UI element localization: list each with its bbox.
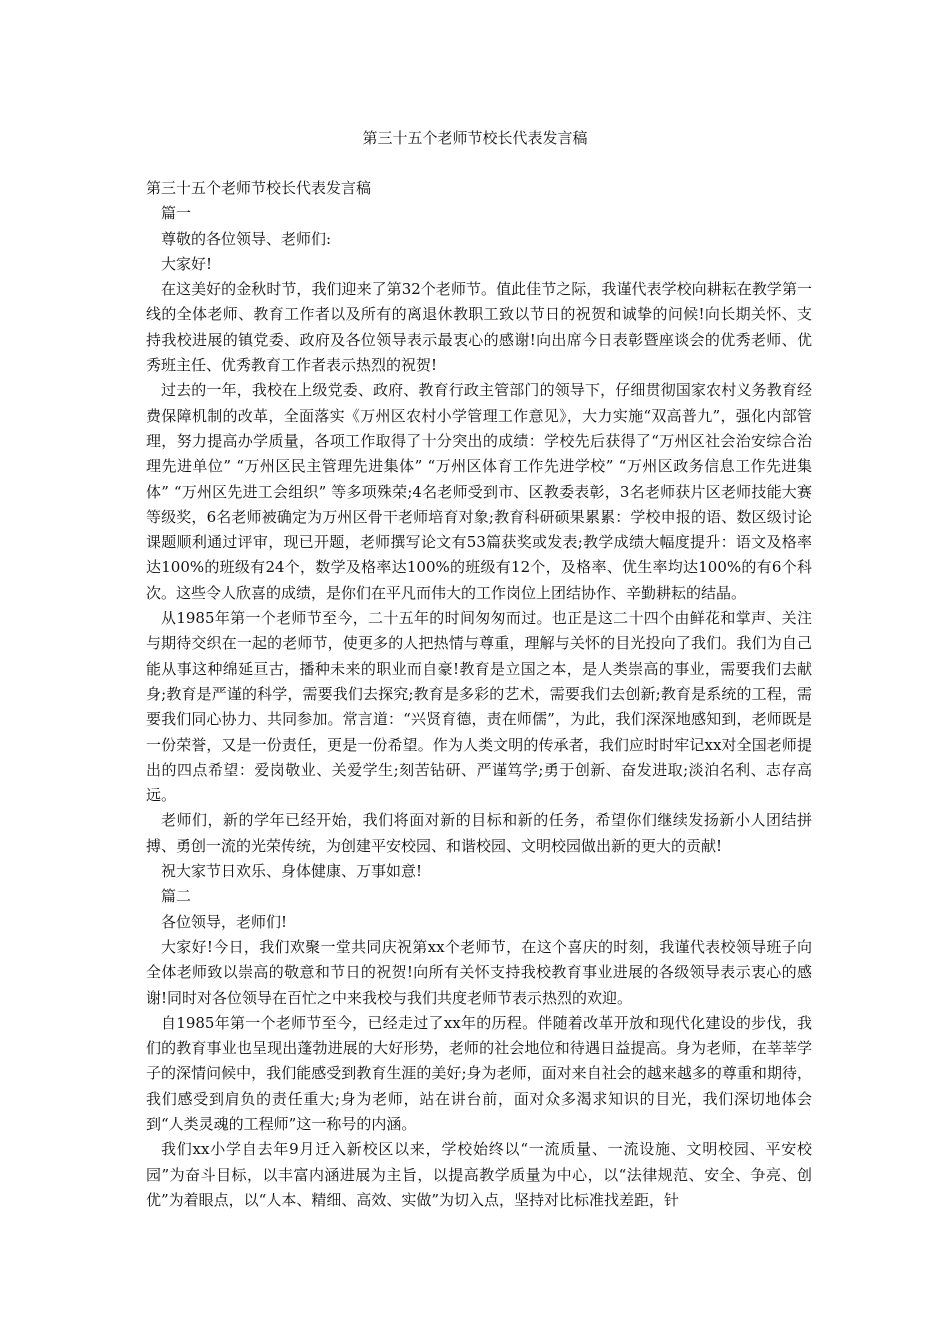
paragraph: 过去的一年，我校在上级党委、政府、教育行政主管部门的领导下，仔细贯彻国家农村义务教育经费保障机制的改革，全面落实《万州区农村小学管理工作意见》，大力实施“双高普九”，强化内部管理，努力提高办学质量，各项工作取得了十分突出的成绩：学校先后获得了“万州区社会治安综合治理先进单位” “万州区民主管理先进集体” “万州区体育工作先进学校” “万州区政务信息工作先进集体” “万州区先进工会组织” 等多项殊荣;4名老师受到市、区教委表彰，3名老师获片区老师技能大赛等级奖，6名老师被确定为万州区骨干老师培育对象;教育科研硕果累累：学校申报的语、数区级讨论课题顺利通过评审，现已开题，老师撰写论文有53篇获奖或发表;教学成绩大幅度提升：语文及格率达100%的班级有24个，数学及格率达100%的班级有12个，及格率、优生率均达100%的有6个科次。这些令人欣喜的成绩，是你们在平凡而伟大的工作岗位上团结协作、辛勤耕耘的结晶。 [146,381,812,602]
closing-wishes: 祝大家节日欢乐、身体健康、万事如意! [161,862,423,881]
document-title: 第三十五个老师节校长代表发言稿 [362,129,588,147]
salutation: 尊敬的各位领导、老师们: [161,229,332,248]
paragraph: 老师们，新的学年已经开始，我们将面对新的目标和新的任务，希望你们继续发扬新小人团结拼搏、勇创一流的光荣传统，为创建平安校园、和谐校园、文明校园做出新的更大的贡献! [146,811,812,855]
document-body [146,176,812,1213]
greeting: 大家好! [161,254,213,273]
paragraph: 自1985年第一个老师节至今，已经走过了xx年的历程。伴随着改革开放和现代化建设的步伐，我们的教育事业也呈现出蓬勃进展的大好形势，老师的社会地位和待遇日益提高。身为老师，在莘莘学子的深情问候中，我们能感受到教育生涯的美好;身为老师，面对来自社会的越来越多的尊重和期待，我们感受到肩负的责任重大;身为老师，站在讲台前，面对众多渴求知识的目光，我们深切地体会到“人类灵魂的工程师”这一称号的内涵。 [146,1013,812,1133]
section-heading-2: 篇二 [161,887,192,906]
paragraph: 在这美好的金秋时节，我们迎来了第32个老师节。值此佳节之际，我谨代表学校向耕耘在教学第一线的全体老师、教育工作者以及所有的离退休教职工致以节日的祝贺和诚挚的问候!向长期关怀、支持我校进展的镇党委、政府及各位领导表示最衷心的感谢!向出席今日表彰暨座谈会的优秀老师、优秀班主任、优秀教育工作者表示热烈的祝贺! [146,280,812,375]
document-subtitle: 第三十五个老师节校长代表发言稿 [146,179,372,197]
section-heading-1: 篇一 [161,204,192,223]
salutation: 各位领导，老师们! [161,912,288,931]
paragraph: 大家好!今日，我们欢聚一堂共同庆祝第xx个老师节，在这个喜庆的时刻，我谨代表校领导班子向全体老师致以崇高的敬意和节日的祝贺!向所有关怀支持我校教育事业进展的各级领导表示衷心的感谢!同时对各位领导在百忙之中来我校与我们共度老师节表示热烈的欢迎。 [146,937,812,1007]
paragraph: 我们xx小学自去年9月迁入新校区以来，学校始终以“一流质量、一流设施、文明校园、平安校园”为奋斗目标，以丰富内涵进展为主旨，以提高教学质量为中心，以“法律规范、安全、争亮、创优”为着眼点，以“人本、精细、高效、实做”为切入点，坚持对比标准找差距，针 [146,1140,812,1209]
paragraph: 从1985年第一个老师节至今，二十五年的时间匆匆而过。也正是这二十四个由鲜花和掌声、关注与期待交织在一起的老师节，使更多的人把热情与尊重，理解与关怀的目光投向了我们。我们为自己能从事这种绵延亘古，播种未来的职业而自豪!教育是立国之本，是人类崇高的事业，需要我们去献身;教育是严谨的科学，需要我们去探究;教育是多彩的艺术，需要我们去创新;教育是系统的工程，需要我们同心协力、共同参加。常言道：“兴贤育德，责在师儒”，为此，我们深深地感知到，老师既是一份荣誉，又是一份责任，更是一份希望。作为人类文明的传承者，我们应时时牢记xx对全国老师提出的四点希望：爱岗敬业、关爱学生;刻苦钻研、严谨笃学;勇于创新、奋发进取;淡泊名利、志存高远。 [146,609,812,805]
